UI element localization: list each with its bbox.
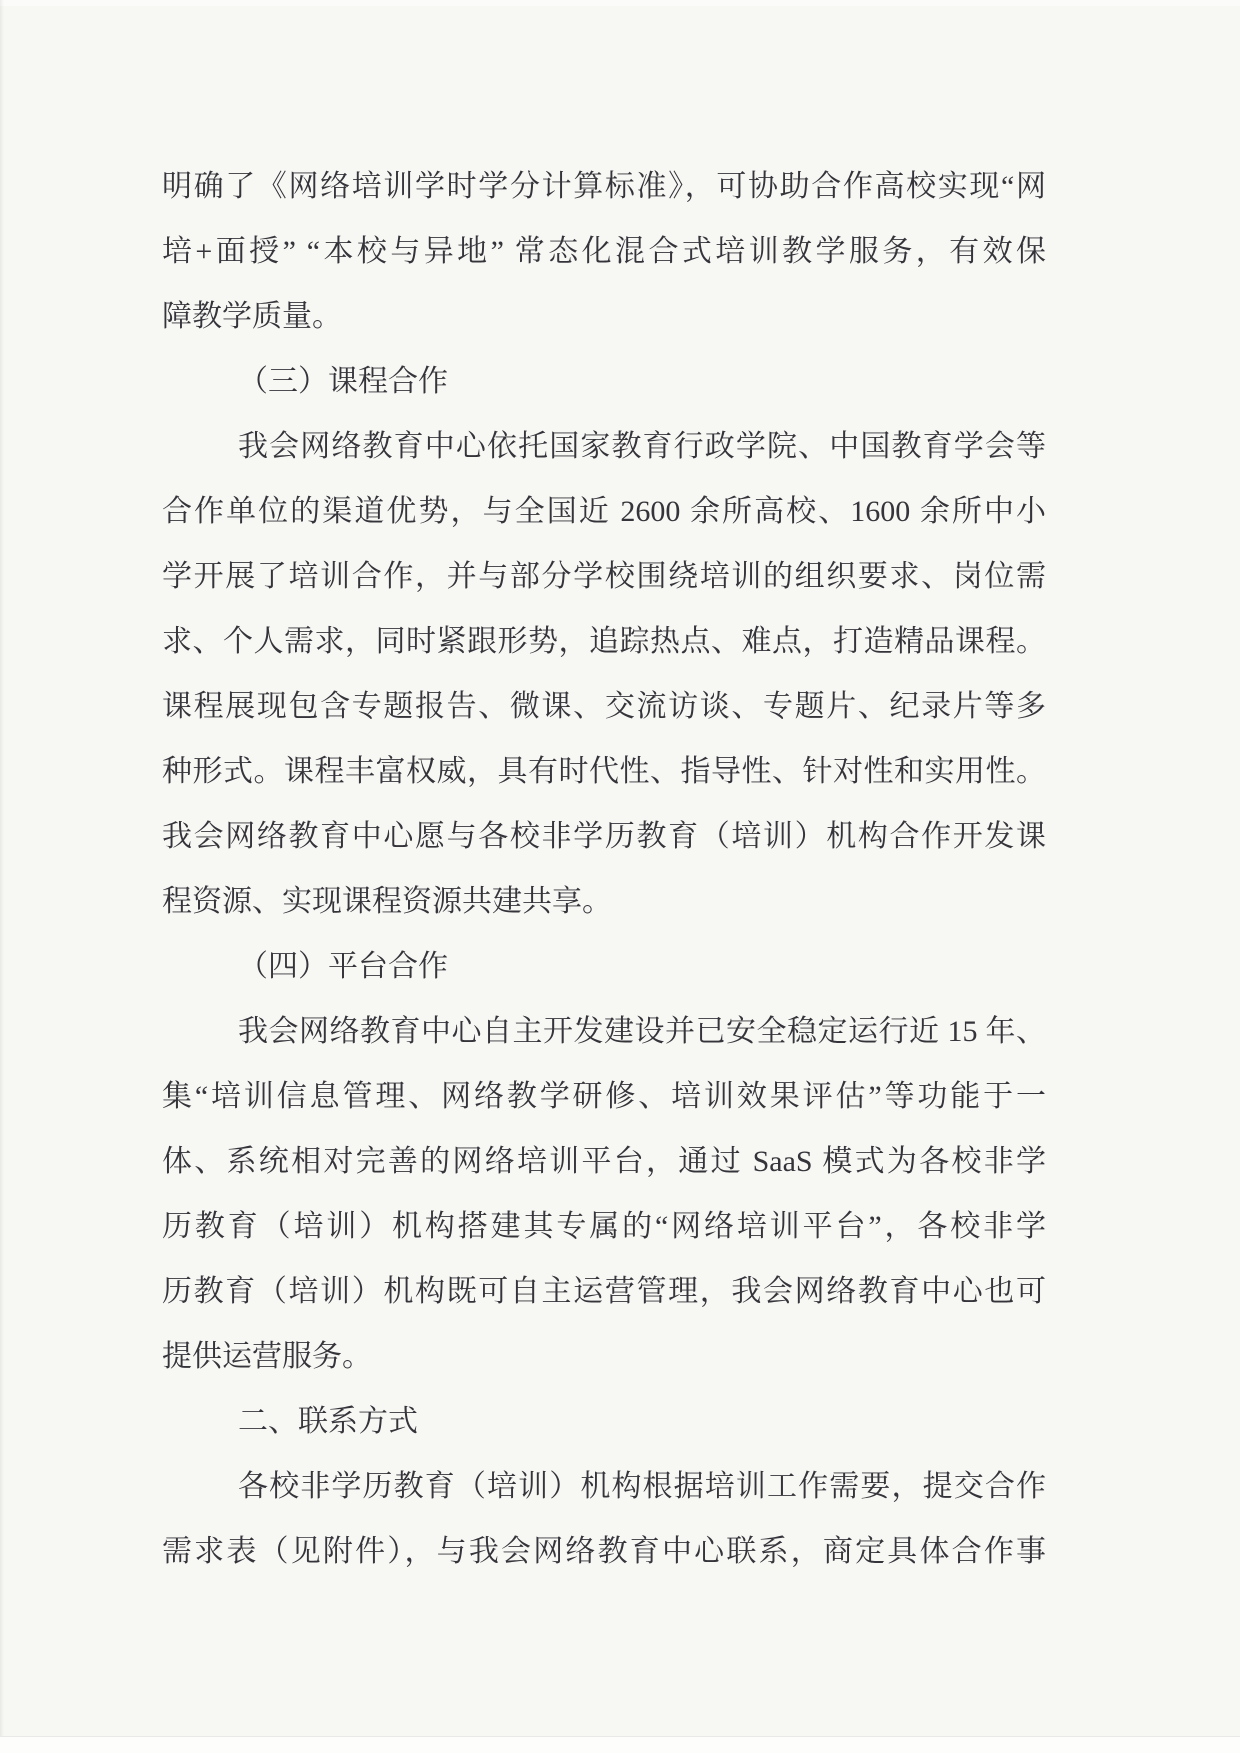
text-line: 我会网络教育中心依托国家教育行政学院、中国教育学会等 <box>238 430 1046 463</box>
section-heading: （三）课程合作 <box>238 365 448 398</box>
text-line: 求、个人需求，同时紧跟形势，追踪热点、难点，打造精品课程。 <box>162 625 1046 658</box>
section-heading: （四）平台合作 <box>238 950 448 983</box>
text-line: 我会网络教育中心自主开发建设并已安全稳定运行近 15 年、 <box>238 1015 1046 1048</box>
text-line: 需求表（见附件），与我会网络教育中心联系，商定具体合作事 <box>162 1535 1046 1568</box>
text-line: 我会网络教育中心愿与各校非学历教育（培训）机构合作开发课 <box>162 820 1046 853</box>
text-line: 学开展了培训合作，并与部分学校围绕培训的组织要求、岗位需 <box>162 560 1046 593</box>
text-line: 合作单位的渠道优势，与全国近 2600 余所高校、1600 余所中小 <box>162 495 1046 528</box>
text-line: 种形式。课程丰富权威，具有时代性、指导性、针对性和实用性。 <box>162 755 1046 788</box>
page-edge-top <box>0 0 1240 6</box>
text-line: 历教育（培训）机构既可自主运营管理，我会网络教育中心也可 <box>162 1275 1046 1308</box>
text-line: 体、系统相对完善的网络培训平台，通过 SaaS 模式为各校非学 <box>162 1145 1046 1178</box>
text-line: 课程展现包含专题报告、微课、交流访谈、专题片、纪录片等多 <box>162 690 1046 723</box>
page-edge-bottom <box>0 1736 1240 1753</box>
text-line: 障教学质量。 <box>162 300 342 333</box>
section-heading: 二、联系方式 <box>238 1405 418 1438</box>
text-line: 提供运营服务。 <box>162 1340 372 1373</box>
text-line: 历教育（培训）机构搭建其专属的“网络培训平台”，各校非学 <box>162 1210 1046 1243</box>
text-line: 各校非学历教育（培训）机构根据培训工作需要，提交合作 <box>238 1470 1046 1503</box>
document-body <box>162 154 1046 1584</box>
text-line: 集“培训信息管理、网络教学研修、培训效果评估”等功能于一 <box>162 1080 1046 1113</box>
text-line: 程资源、实现课程资源共建共享。 <box>162 885 612 918</box>
text-line: 明确了《网络培训学时学分计算标准》，可协助合作高校实现“网 <box>162 170 1046 203</box>
page-edge-left <box>0 0 4 1753</box>
text-line: 培+面授” “本校与异地” 常态化混合式培训教学服务，有效保 <box>162 235 1046 268</box>
